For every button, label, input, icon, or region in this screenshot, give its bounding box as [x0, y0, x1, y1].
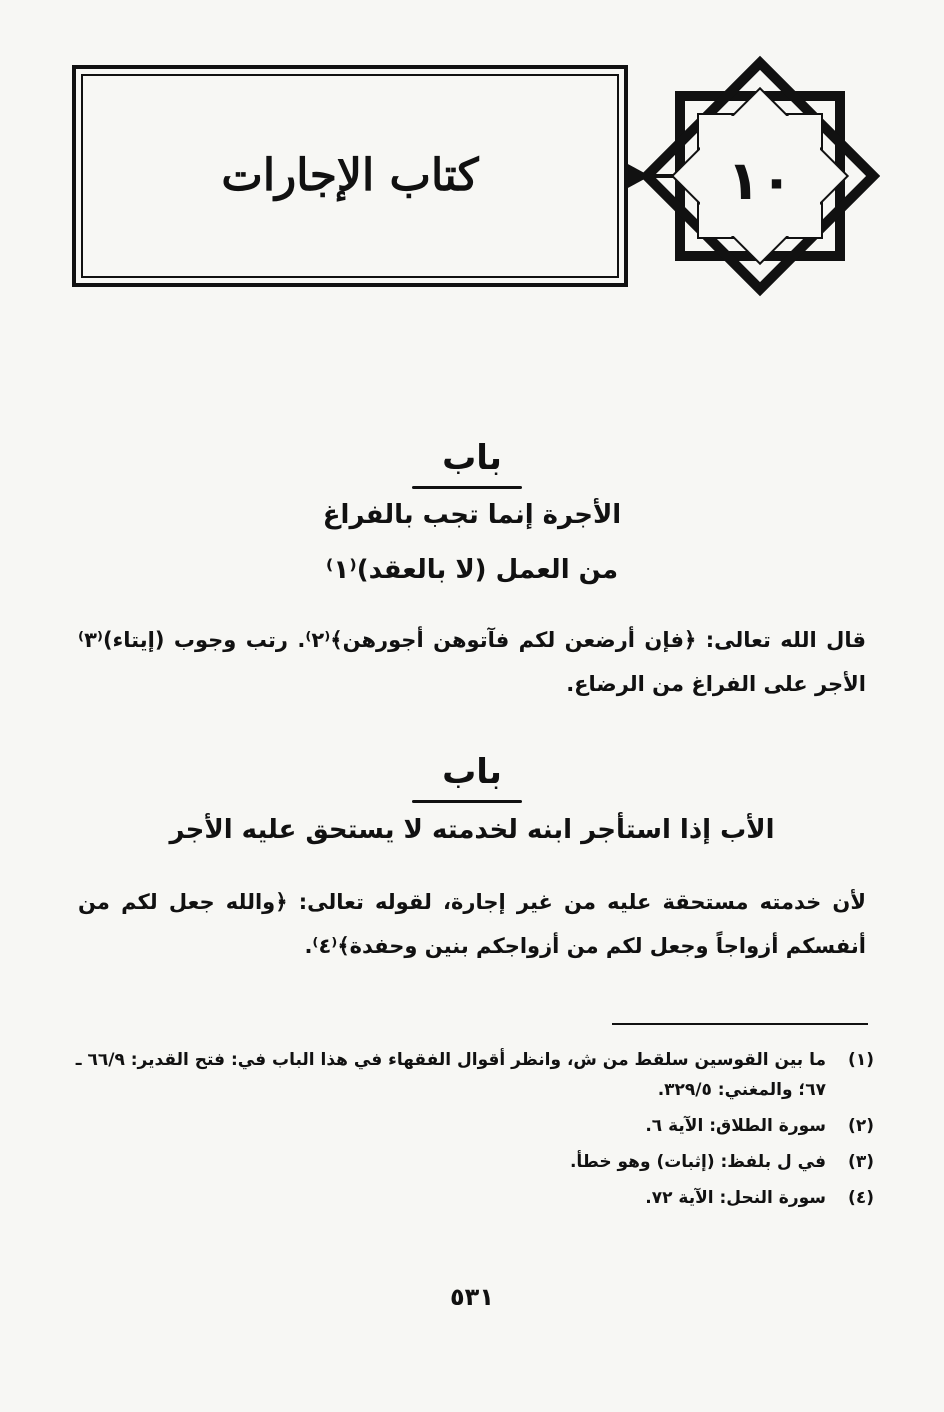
section1-heading-line1: الأجرة إنما تجب بالفراغ — [322, 500, 622, 530]
section1-paragraph: قال الله تعالى: ﴿فإن أرضعن لكم فآتوهن أجورهن﴾⁽٢⁾. رتب وجوب (إيتاء)⁽٣⁾ الأجر على الفراغ من الرضاع. — [78, 628, 866, 696]
section1-bab-underline — [412, 486, 522, 489]
footnote-item — [74, 1147, 874, 1177]
footnote-item — [74, 1045, 874, 1105]
footnotes — [74, 1045, 874, 1219]
page-number: ٥٣١ — [450, 1283, 494, 1311]
section2-paragraph: لأن خدمته مستحقة عليه من غير إجارة، لقوله تعالى: ﴿والله جعل لكم من أنفسكم أزواجاً وجعل لكم من أزواجكم بنين وحفدة﴾⁽٤⁾. — [78, 890, 866, 958]
section1-heading-line2: من العمل (لا بالعقد)⁽١⁾ — [325, 555, 619, 585]
footnote-separator — [612, 1023, 868, 1025]
footnote-number: (٢) — [848, 1116, 874, 1136]
chapter-title: كتاب الإجارات — [221, 149, 479, 201]
footnote-number: (٤) — [848, 1188, 874, 1208]
footnote-item — [74, 1111, 874, 1141]
section2-heading: الأب إذا استأجر ابنه لخدمته لا يستحق عليه الأجر — [169, 815, 775, 845]
footnote-number: (٣) — [848, 1152, 874, 1172]
footnote-number: (١) — [848, 1050, 874, 1070]
footnote-text: ما بين القوسين سلقط من ش، وانظر أقوال الفقهاء في هذا الباب في: فتح القدير: ٦٦/٩ ـ ٦٧؛ والمغني: ٣٢٩/٥. — [75, 1050, 826, 1100]
footnote-text: سورة النحل: الآية ٧٢. — [645, 1188, 826, 1208]
footnote-text: في ل بلفظ: (إثبات) وهو خطأ. — [569, 1152, 826, 1172]
section1-bab: باب — [442, 438, 502, 478]
section2-bab-underline — [412, 800, 522, 803]
section2-bab: باب — [442, 752, 502, 792]
chapter-number: ١٠ — [727, 148, 793, 212]
footnote-text: سورة الطلاق: الآية ٦. — [645, 1116, 826, 1136]
footnote-item — [74, 1183, 874, 1213]
